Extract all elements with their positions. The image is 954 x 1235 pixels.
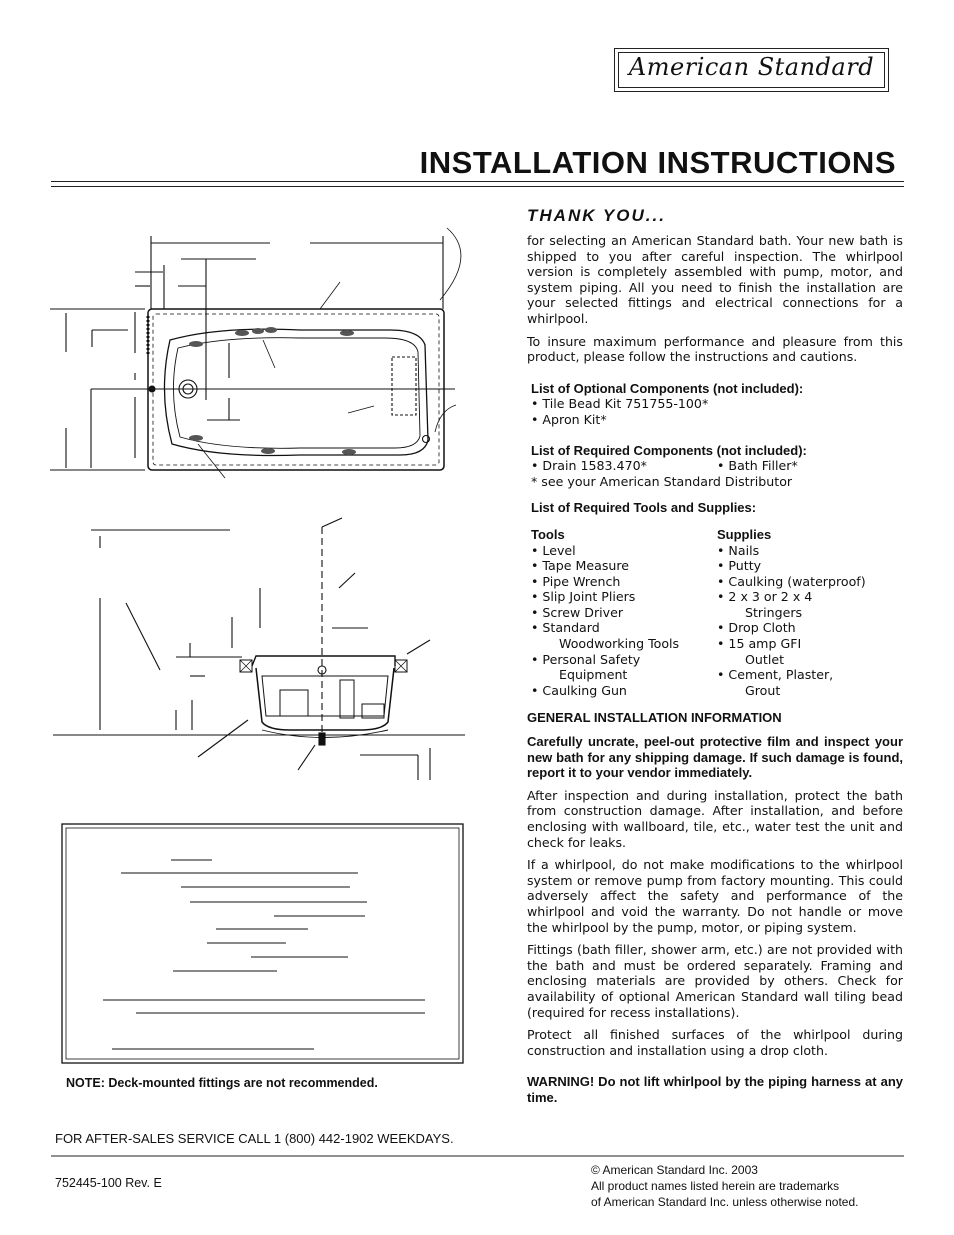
general-paragraph: After inspection and during installation, protect the bath from construction damage. After installation, and before enclosing with wallboard, tile, etc., water test the unit and check for leaks. <box>527 787 903 850</box>
list-item: • Slip Joint Pliers <box>531 589 636 605</box>
service-phone: FOR AFTER-SALES SERVICE CALL 1 (800) 442-1902 WEEKDAYS. <box>55 1131 454 1146</box>
warning-paragraph: WARNING! Do not lift whirlpool by the piping harness at any time. <box>527 1074 903 1105</box>
tools-column <box>531 527 717 699</box>
copyright <box>591 1162 859 1210</box>
list-item: • 2 x 3 or 2 x 4 <box>717 589 813 605</box>
required-heading: List of Required Components (not included): <box>531 442 807 458</box>
part-number: 752445-100 Rev. E <box>55 1176 162 1190</box>
list-item: • Screw Driver <box>531 604 624 620</box>
list-item: • Tape Measure <box>531 558 630 574</box>
tools-supplies-section <box>527 500 903 698</box>
general-paragraph: If a whirlpool, do not make modifications to the whirlpool system or remove pump from factory mounting. This could adversely affect the safety and performance of the whirlpool and void the warranty. Do not handle or move the whirlpool by the pump, motor, or piping system. <box>527 857 903 935</box>
optional-components <box>527 381 903 428</box>
required-footnote: * see your American Standard Distributor <box>531 473 793 489</box>
required-components <box>527 443 903 490</box>
optional-heading: List of Optional Components (not included): <box>531 380 804 396</box>
list-item: • Caulking (waterproof) <box>717 573 866 589</box>
list-item: • Putty <box>717 558 762 574</box>
list-item: • 15 amp GFI <box>717 636 802 652</box>
copyright-line: All product names listed herein are trademarks <box>591 1179 840 1193</box>
list-item: • Bath Filler* <box>717 458 798 474</box>
list-item: • Cement, Plaster, <box>717 667 834 683</box>
general-paragraph: Fittings (bath filler, shower arm, etc.) are not provided with the bath and must be ordered separately. Framing and enclosing materials are provided by others. Check for availability of optional American Standard wall tiling bead (required for recess installations). <box>527 942 903 1020</box>
tools-heading: Tools <box>531 526 565 542</box>
plan-view-diagram <box>50 228 461 478</box>
intro-section <box>527 233 903 1113</box>
list-item: • Standard <box>531 620 600 636</box>
deck-note: NOTE: Deck-mounted fittings are not recommended. <box>66 1076 378 1090</box>
list-item: • Pipe Wrench <box>531 573 621 589</box>
page-title: INSTALLATION INSTRUCTIONS <box>419 145 896 180</box>
inspection-paragraph: Carefully uncrate, peel-out protective film and inspect your new bath for any shipping damage. If such damage is found, report it to your vendor immediately. <box>527 734 903 781</box>
list-item: Stringers <box>745 604 803 620</box>
tools-supplies-heading: List of Required Tools and Supplies: <box>531 500 757 516</box>
list-item: • Apron Kit* <box>531 411 607 427</box>
general-section <box>527 710 903 1105</box>
list-item: • Tile Bead Kit 751755-100* <box>531 396 709 412</box>
list-item: • Drop Cloth <box>717 620 796 636</box>
list-item: • Drain 1583.470* <box>531 458 647 474</box>
list-item: Grout <box>745 682 781 698</box>
general-heading: GENERAL INSTALLATION INFORMATION <box>527 710 782 726</box>
intro-paragraph-2: To insure maximum performance and pleasure from this product, please follow the instructions and cautions. <box>527 333 903 365</box>
copyright-line: © American Standard Inc. 2003 <box>591 1163 758 1177</box>
list-item: • Level <box>531 542 576 558</box>
optional-list <box>531 396 903 427</box>
list-item: Woodworking Tools <box>559 636 680 652</box>
tools-supplies-columns <box>531 527 903 699</box>
intro-paragraph: for selecting an American Standard bath. Your new bath is shipped to you after careful inspection. The whirlpool version is completely assembled with pump, motor, and system piping. All you need to finish the installation are your selected fittings and electrical connections for a whirlpool. <box>527 233 903 326</box>
logo-wordmark: American Standard <box>628 53 875 81</box>
general-paragraph: Protect all finished surfaces of the whirlpool during construction and installation using a drop cloth. <box>527 1027 903 1058</box>
supplies-column <box>717 527 903 699</box>
elevation-view-diagram <box>53 518 465 780</box>
list-item: Outlet <box>745 651 785 667</box>
list-item: • Personal Safety <box>531 651 641 667</box>
copyright-line: of American Standard Inc. unless otherwise noted. <box>591 1195 859 1209</box>
list-item: • Nails <box>717 542 760 558</box>
framing-table <box>62 824 463 1063</box>
list-item: • Caulking Gun <box>531 682 627 698</box>
thank-you-heading: THANK YOU... <box>527 206 666 225</box>
list-item: Equipment <box>559 667 628 683</box>
required-list <box>531 458 903 474</box>
supplies-heading: Supplies <box>717 526 772 542</box>
